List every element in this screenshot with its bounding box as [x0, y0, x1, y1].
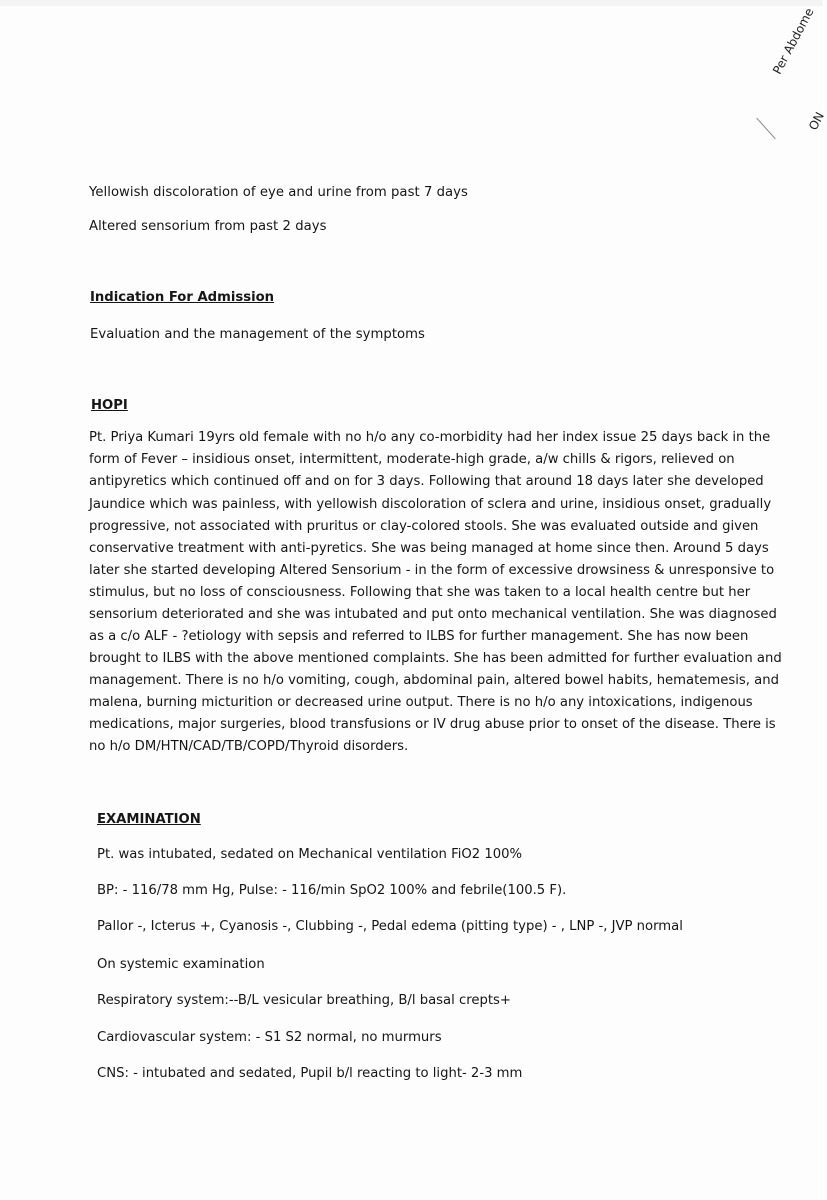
- exam-line: Cardiovascular system: - S1 S2 normal, no murmurs: [97, 1030, 442, 1045]
- hopi-line: no h/o DM/HTN/CAD/TB/COPD/Thyroid disorders.: [89, 739, 409, 754]
- scan-edge: [0, 0, 823, 6]
- hopi-line: malena, burning micturition or decreased urine output. There is no h/o any intoxications, indigenous: [89, 695, 753, 710]
- hopi-line: brought to ILBS with the above mentioned complaints. She has been admitted for further evaluation and: [89, 651, 782, 666]
- exam-line: BP: - 116/78 mm Hg, Pulse: - 116/min SpO2 100% and febrile(100.5 F).: [97, 883, 567, 898]
- corner-note-line2: ON: [806, 109, 827, 133]
- hopi-line: Jaundice which was painless, with yellowish discoloration of sclera and urine, insidious onset, gradually: [89, 497, 772, 512]
- exam-line: On systemic examination: [97, 957, 265, 972]
- complaint-line: Yellowish discoloration of eye and urine from past 7 days: [89, 185, 468, 200]
- hopi-line: antipyretics which continued off and on for 3 days. Following that around 18 days later she developed: [89, 474, 764, 489]
- hopi-line: medications, major surgeries, blood transfusions or IV drug abuse prior to onset of the disease. There is: [89, 717, 776, 732]
- hopi-line: sensorium deteriorated and she was intubated and put onto mechanical ventilation. She was diagnosed: [89, 607, 777, 622]
- hopi-line: Pt. Priya Kumari 19yrs old female with no h/o any co-morbidity had her index issue 25 days back in the: [89, 430, 771, 445]
- hopi-line: stimulus, but no loss of consciousness. Following that she was taken to a local health centre but her: [89, 585, 751, 600]
- exam-line: Respiratory system:--B/L vesicular breathing, B/l basal crepts+: [97, 993, 511, 1008]
- stray-pen-mark: [756, 118, 775, 139]
- hopi-heading: HOPI: [91, 398, 128, 413]
- hopi-line: later she started developing Altered Sensorium - in the form of excessive drowsiness & unresponsive to: [89, 563, 775, 578]
- hopi-line: progressive, not associated with pruritus or clay-colored stools. She was evaluated outside and given: [89, 519, 759, 534]
- exam-line: Pallor -, Icterus +, Cyanosis -, Clubbing -, Pedal edema (pitting type) - , LNP -, JVP normal: [97, 919, 683, 934]
- corner-note-line1: Per Abdome: [770, 5, 817, 77]
- indication-text: Evaluation and the management of the symptoms: [90, 327, 425, 342]
- exam-line: Pt. was intubated, sedated on Mechanical ventilation FiO2 100%: [97, 847, 523, 862]
- hopi-line: as a c/o ALF - ?etiology with sepsis and referred to ILBS for further management. She has now been: [89, 629, 749, 644]
- indication-heading: Indication For Admission: [90, 290, 275, 305]
- hopi-line: conservative treatment with anti-pyretics. She was being managed at home since then. Around 5 days: [89, 541, 769, 556]
- complaint-line: Altered sensorium from past 2 days: [89, 219, 327, 234]
- exam-line: CNS: - intubated and sedated, Pupil b/l reacting to light- 2-3 mm: [97, 1066, 523, 1081]
- hopi-line: management. There is no h/o vomiting, cough, abdominal pain, altered bowel habits, hematemesis, and: [89, 673, 779, 688]
- hopi-line: form of Fever – insidious onset, intermittent, moderate-high grade, a/w chills & rigors, relieved on: [89, 452, 735, 467]
- examination-heading: EXAMINATION: [97, 812, 201, 827]
